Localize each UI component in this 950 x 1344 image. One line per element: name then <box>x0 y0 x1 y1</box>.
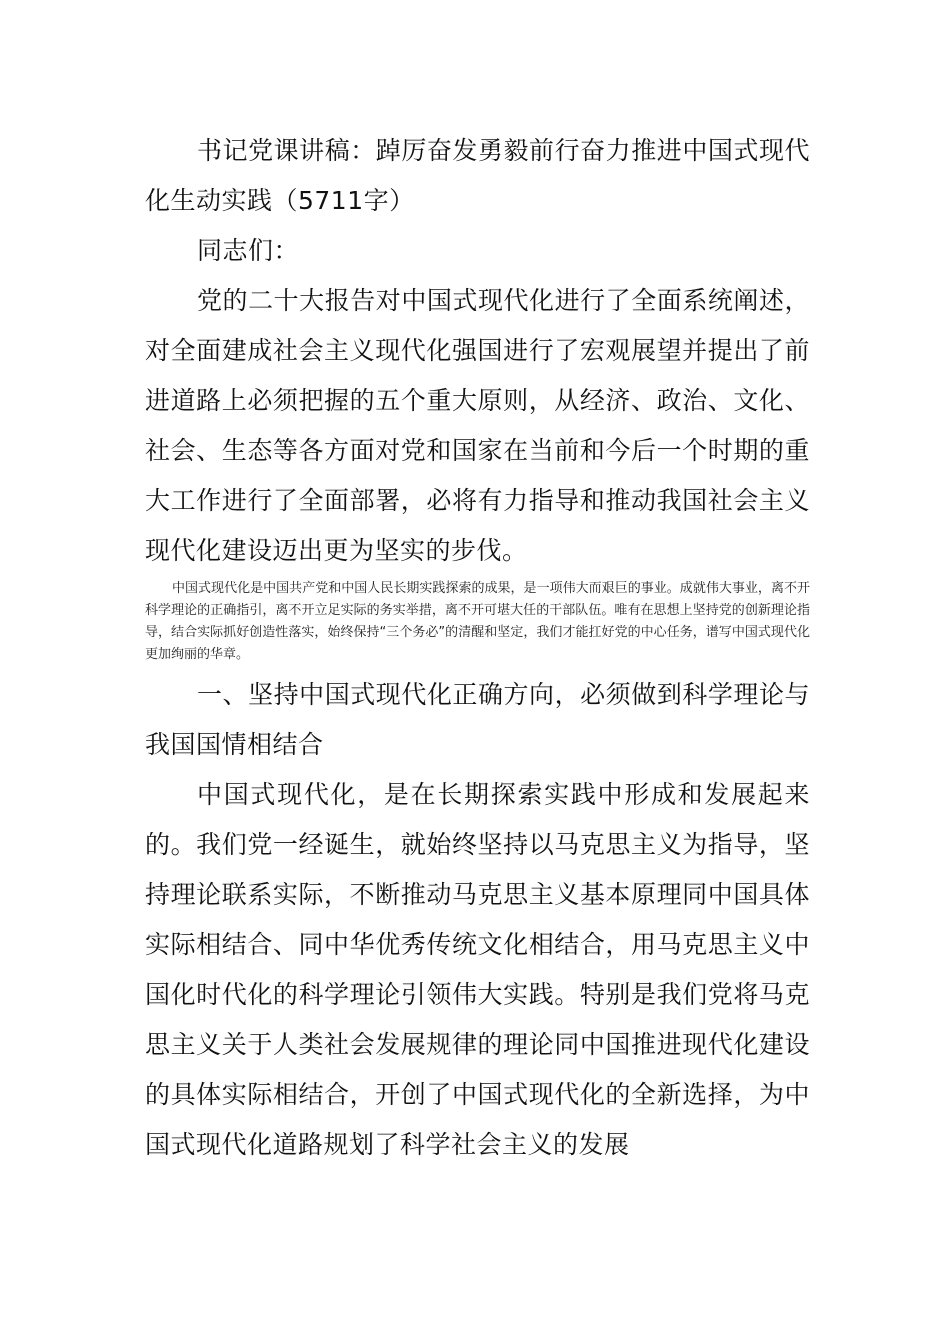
document-title: 书记党课讲稿：踔厉奋发勇毅前行奋力推进中国式现代化生动实践（5711字） <box>145 136 810 215</box>
section-body-paragraph: 中国式现代化，是在长期探索实践中形成和发展起来的。我们党一经诞生，就始终坚持以马克思主义为指导，坚持理论联系实际，不断推动马克思主义基本原理同中国具体实际相结合、同中华优秀传统文化相结合，用马克思主义中国化时代化的科学理论引领伟大实践。特别是我们党将马克思主义关于人类社会发展规律的理论同中国推进现代化建设的具体实际相结合，开创了中国式现代化的全新选择，为中国式现代化道路规划了科学社会主义的发展 <box>145 780 810 1159</box>
section-heading: 一、坚持中国式现代化正确方向，必须做到科学理论与我国国情相结合 <box>145 680 810 759</box>
summary-paragraph: 中国式现代化是中国共产党和中国人民长期实践探索的成果，是一项伟大而艰巨的事业。成就伟大事业，离不开科学理论的正确指引，离不开立足实际的务实举措，离不开可堪大任的干部队伍。唯有在思想上坚持党的创新理论指导，结合实际抓好创造性落实，始终保持“三个务必”的清醒和坚定，我们才能扛好党的中心任务，谱写中国式现代化更加绚丽的华章。 <box>145 581 810 662</box>
intro-paragraph: 党的二十大报告对中国式现代化进行了全面系统阐述，对全面建成社会主义现代化强国进行了宏观展望并提出了前进道路上必须把握的五个重大原则，从经济、政治、文化、社会、生态等各方面对党和国家在当前和今后一个时期的重大工作进行了全面部署，必将有力指导和推动我国社会主义现代化建设迈出更为坚实的步伐。 <box>145 286 810 565</box>
document-page <box>145 126 810 1170</box>
salutation: 同志们： <box>197 236 300 265</box>
